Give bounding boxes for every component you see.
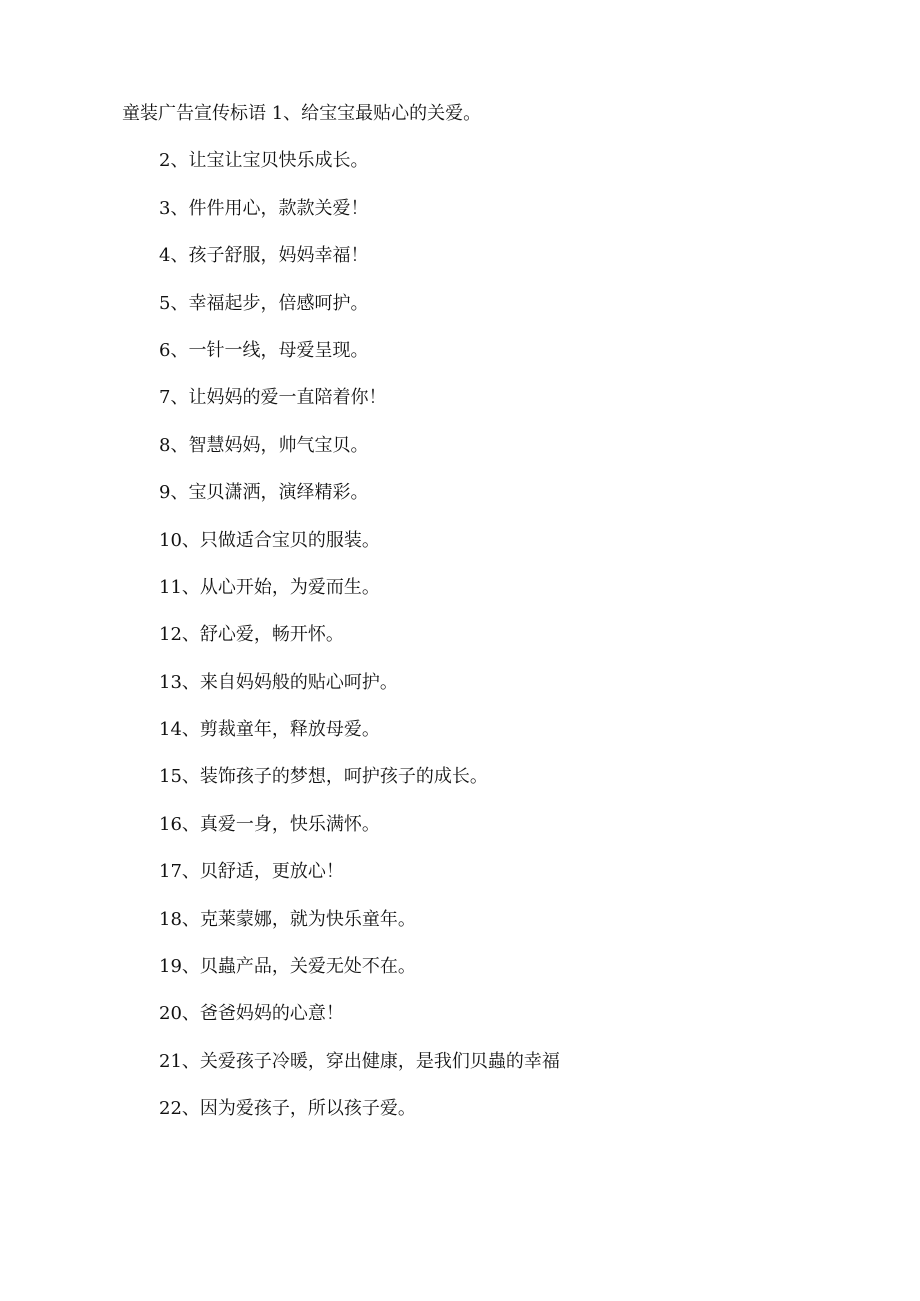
slogan-item: 21、关爱孩子冷暖，穿出健康，是我们贝蟲的幸福 — [159, 1050, 560, 1072]
slogan-item: 10、只做适合宝贝的服装。 — [159, 529, 380, 551]
document-title-line: 童装广告宣传标语 1、给宝宝最贴心的关爱。 — [122, 103, 482, 124]
slogan-item: 6、一针一线，母爱呈现。 — [159, 339, 369, 361]
slogan-item: 4、孩子舒服，妈妈幸福！ — [159, 245, 369, 267]
slogan-item: 7、让妈妈的爱一直陪着你！ — [159, 387, 387, 409]
slogan-list — [122, 98, 842, 1141]
slogan-item: 8、智慧妈妈，帅气宝贝。 — [159, 434, 369, 456]
slogan-item: 22、因为爱孩子，所以孩子爱。 — [159, 1098, 416, 1120]
slogan-item: 9、宝贝潇洒，演绎精彩。 — [159, 482, 369, 504]
slogan-item: 17、贝舒适，更放心！ — [159, 861, 344, 883]
slogan-item: 13、来自妈妈般的贴心呵护。 — [159, 671, 398, 693]
slogan-item: 11、从心开始，为爱而生。 — [159, 576, 380, 598]
slogan-item: 2、让宝让宝贝快乐成长。 — [159, 150, 369, 172]
slogan-item: 5、幸福起步，倍感呵护。 — [159, 292, 369, 314]
slogan-item: 16、真爱一身，快乐满怀。 — [159, 813, 380, 835]
slogan-item: 20、爸爸妈妈的心意！ — [159, 1003, 344, 1025]
slogan-item: 18、克莱蒙娜，就为快乐童年。 — [159, 908, 416, 930]
slogan-item: 15、装饰孩子的梦想，呵护孩子的成长。 — [159, 766, 488, 788]
slogan-item: 3、件件用心，款款关爱！ — [159, 197, 369, 219]
slogan-item: 19、贝蟲产品，关爱无处不在。 — [159, 956, 416, 978]
slogan-item: 12、舒心爱，畅开怀。 — [159, 624, 344, 646]
slogan-item: 14、剪裁童年，释放母爱。 — [159, 719, 380, 741]
